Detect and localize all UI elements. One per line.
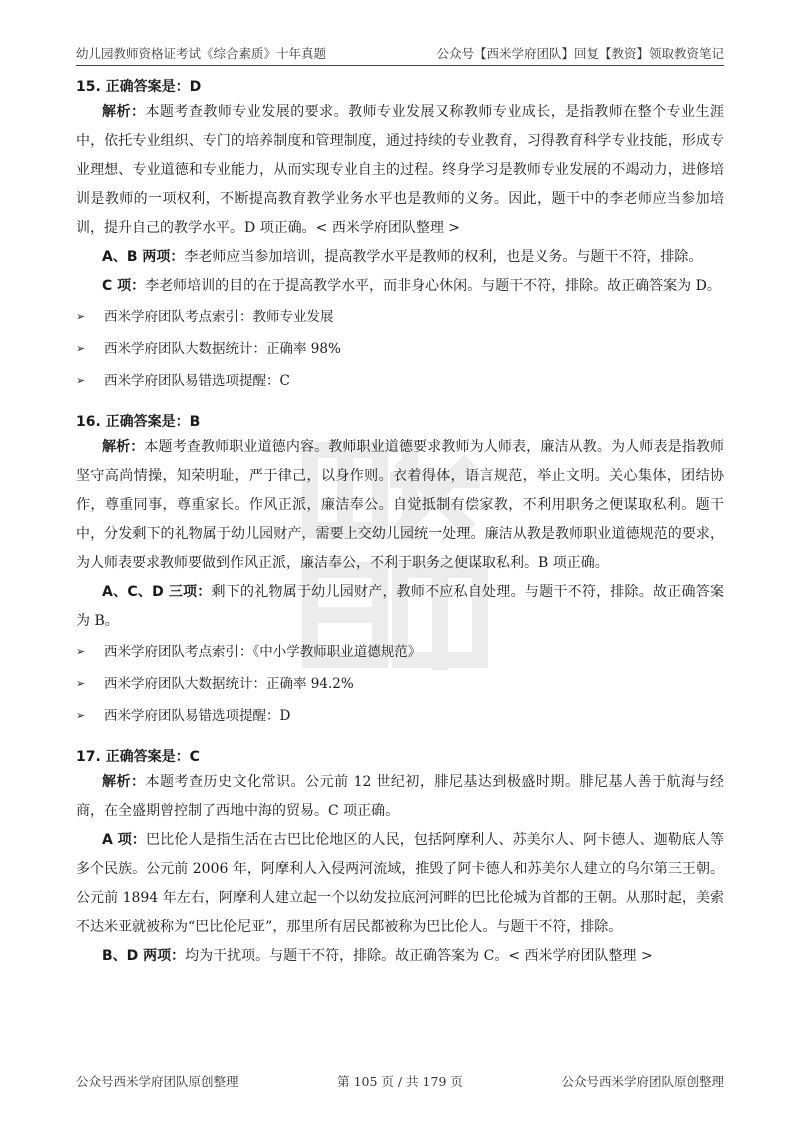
- footer-left: 公众号西米学府团队原创整理: [76, 1074, 239, 1089]
- option-paragraph: [76, 578, 724, 636]
- stats-text: 西米学府团队考点索引：教师专业发展: [104, 309, 334, 325]
- option-paragraph: [76, 272, 724, 301]
- answer-heading: 15. 正确答案是：D: [76, 79, 202, 95]
- arrow-bullet-icon: ➢: [76, 374, 86, 387]
- page-header: [76, 40, 724, 66]
- stats-list: [76, 636, 724, 732]
- option-paragraph: [76, 243, 724, 272]
- page-number: 第 105 页 / 共 179 页: [337, 1074, 463, 1089]
- paragraph-label: 解析：: [102, 439, 145, 455]
- paragraph-text: 均为干扰项。与题干不符，排除。故正确答案为 C。< 西米学府团队整理 >: [185, 948, 653, 964]
- arrow-bullet-icon: ➢: [76, 310, 86, 323]
- stats-text: 西米学府团队易错选项提醒：C: [104, 373, 290, 389]
- paragraph-label: 解析：: [102, 774, 146, 790]
- question-15: [76, 76, 724, 397]
- stats-text: 西米学府团队大数据统计：正确率 98%: [104, 341, 341, 357]
- stats-item: [76, 700, 724, 732]
- stats-item: [76, 365, 724, 397]
- paragraph-text: 剩下的礼物属于幼儿园财产，教师不应私自处理。与题干不符，排除。故正确答案为 B。: [76, 584, 725, 629]
- stats-item: [76, 333, 724, 365]
- answer-heading: 17. 正确答案是：C: [76, 749, 200, 765]
- stats-item: [76, 301, 724, 333]
- paragraph-text: 本题考查教师专业发展的要求。教师专业发展又称教师专业成长，是指教师在整个专业生涯中，依托专业组织、专门的培养制度和管理制度，通过持续的专业教育，习得教育科学专业技能，形成专业理想、专业道德和专业能力，从而实现专业自主的过程。终身学习是教师专业发展的不竭动力，进修培训是教师的一项权利，不断提高教育教学业务水平也是教师的义务。因此，题干中的李老师应当参加培训，提升自己的教学水平。D 项正确。< 西米学府团队整理 >: [76, 104, 725, 236]
- paragraph-text: 本题考查历史文化常识。公元前 12 世纪初，腓尼基达到极盛时期。腓尼基人善于航海与经商，在全盛期曾控制了西地中海的贸易。C 项正确。: [76, 774, 725, 819]
- page-footer: [76, 1072, 724, 1092]
- explanation-paragraph: [76, 433, 724, 578]
- stats-text: 西米学府团队易错选项提醒：D: [104, 708, 291, 724]
- paragraph-label: C 项：: [102, 278, 146, 294]
- paragraph-label: B、D 两项：: [102, 948, 186, 964]
- option-paragraph: [76, 942, 724, 971]
- paragraph-label: A 项：: [102, 832, 147, 848]
- stats-item: [76, 636, 724, 668]
- stats-list: [76, 301, 724, 397]
- footer-right: 公众号西米学府团队原创整理: [561, 1074, 724, 1089]
- arrow-bullet-icon: ➢: [76, 677, 86, 690]
- paragraph-label: A、C、D 三项：: [102, 584, 212, 600]
- explanation-paragraph: [76, 98, 724, 243]
- paragraph-label: 解析：: [102, 104, 146, 120]
- question-16: [76, 411, 724, 732]
- paragraph-text: 巴比伦人是指生活在古巴比伦地区的人民，包括阿摩利人、苏美尔人、阿卡德人、迦勒底人等多个民族。公元前 2006 年，阿摩利人入侵两河流域，推毁了阿卡德人和苏美尔人建立的乌尔第三王朝。公元前 1894 年左右，阿摩利人建立起一个以幼发拉底河河畔的巴比伦城为首都的王朝。从那时起，美索不达米亚就被称为“巴比伦尼亚”，那里所有居民都被称为巴比伦人。与题干不符，排除。: [76, 832, 724, 935]
- stats-text: 西米学府团队大数据统计：正确率 94.2%: [104, 676, 354, 692]
- answer-content: [76, 76, 724, 985]
- paragraph-text: 李老师应当参加培训，提高教学水平是教师的权利，也是义务。与题干不符，排除。: [184, 249, 703, 265]
- header-promo: 公众号【西米学府团队】回复【教资】领取教资笔记: [436, 46, 724, 61]
- paragraph-text: 本题考查教师职业道德内容。教师职业道德要求教师为人师表，廉洁从教。为人师表是指教师坚守高尚情操，知荣明耻，严于律己，以身作则。衣着得体，语言规范，举止文明。关心集体，团结协作，尊重同事，尊重家长。作风正派，廉洁奉公。自觉抵制有偿家教，不利用职务之便谋取私利。题干中，分发剩下的礼物属于幼儿园财产，需要上交幼儿园统一处理。廉洁从教是教师职业道德规范的要求，为人师表要求教师要做到作风正派，廉洁奉公，不利于职务之便谋取私利。B 项正确。: [76, 439, 725, 571]
- stats-text: 西米学府团队考点索引：《中小学教师职业道德规范》: [104, 644, 422, 660]
- arrow-bullet-icon: ➢: [76, 342, 86, 355]
- explanation-paragraph: [76, 768, 724, 826]
- paragraph-label: A、B 两项：: [102, 249, 185, 265]
- paragraph-text: 李老师培训的目的在于提高教学水平，而非身心休闲。与题干不符，排除。故正确答案为 D。: [145, 278, 721, 294]
- question-17: [76, 746, 724, 971]
- option-paragraph: [76, 826, 724, 942]
- answer-heading: 16. 正确答案是：B: [76, 414, 201, 430]
- arrow-bullet-icon: ➢: [76, 709, 86, 722]
- header-title: 幼儿园教师资格证考试《综合素质》十年真题: [76, 46, 327, 61]
- arrow-bullet-icon: ➢: [76, 645, 86, 658]
- stats-item: [76, 668, 724, 700]
